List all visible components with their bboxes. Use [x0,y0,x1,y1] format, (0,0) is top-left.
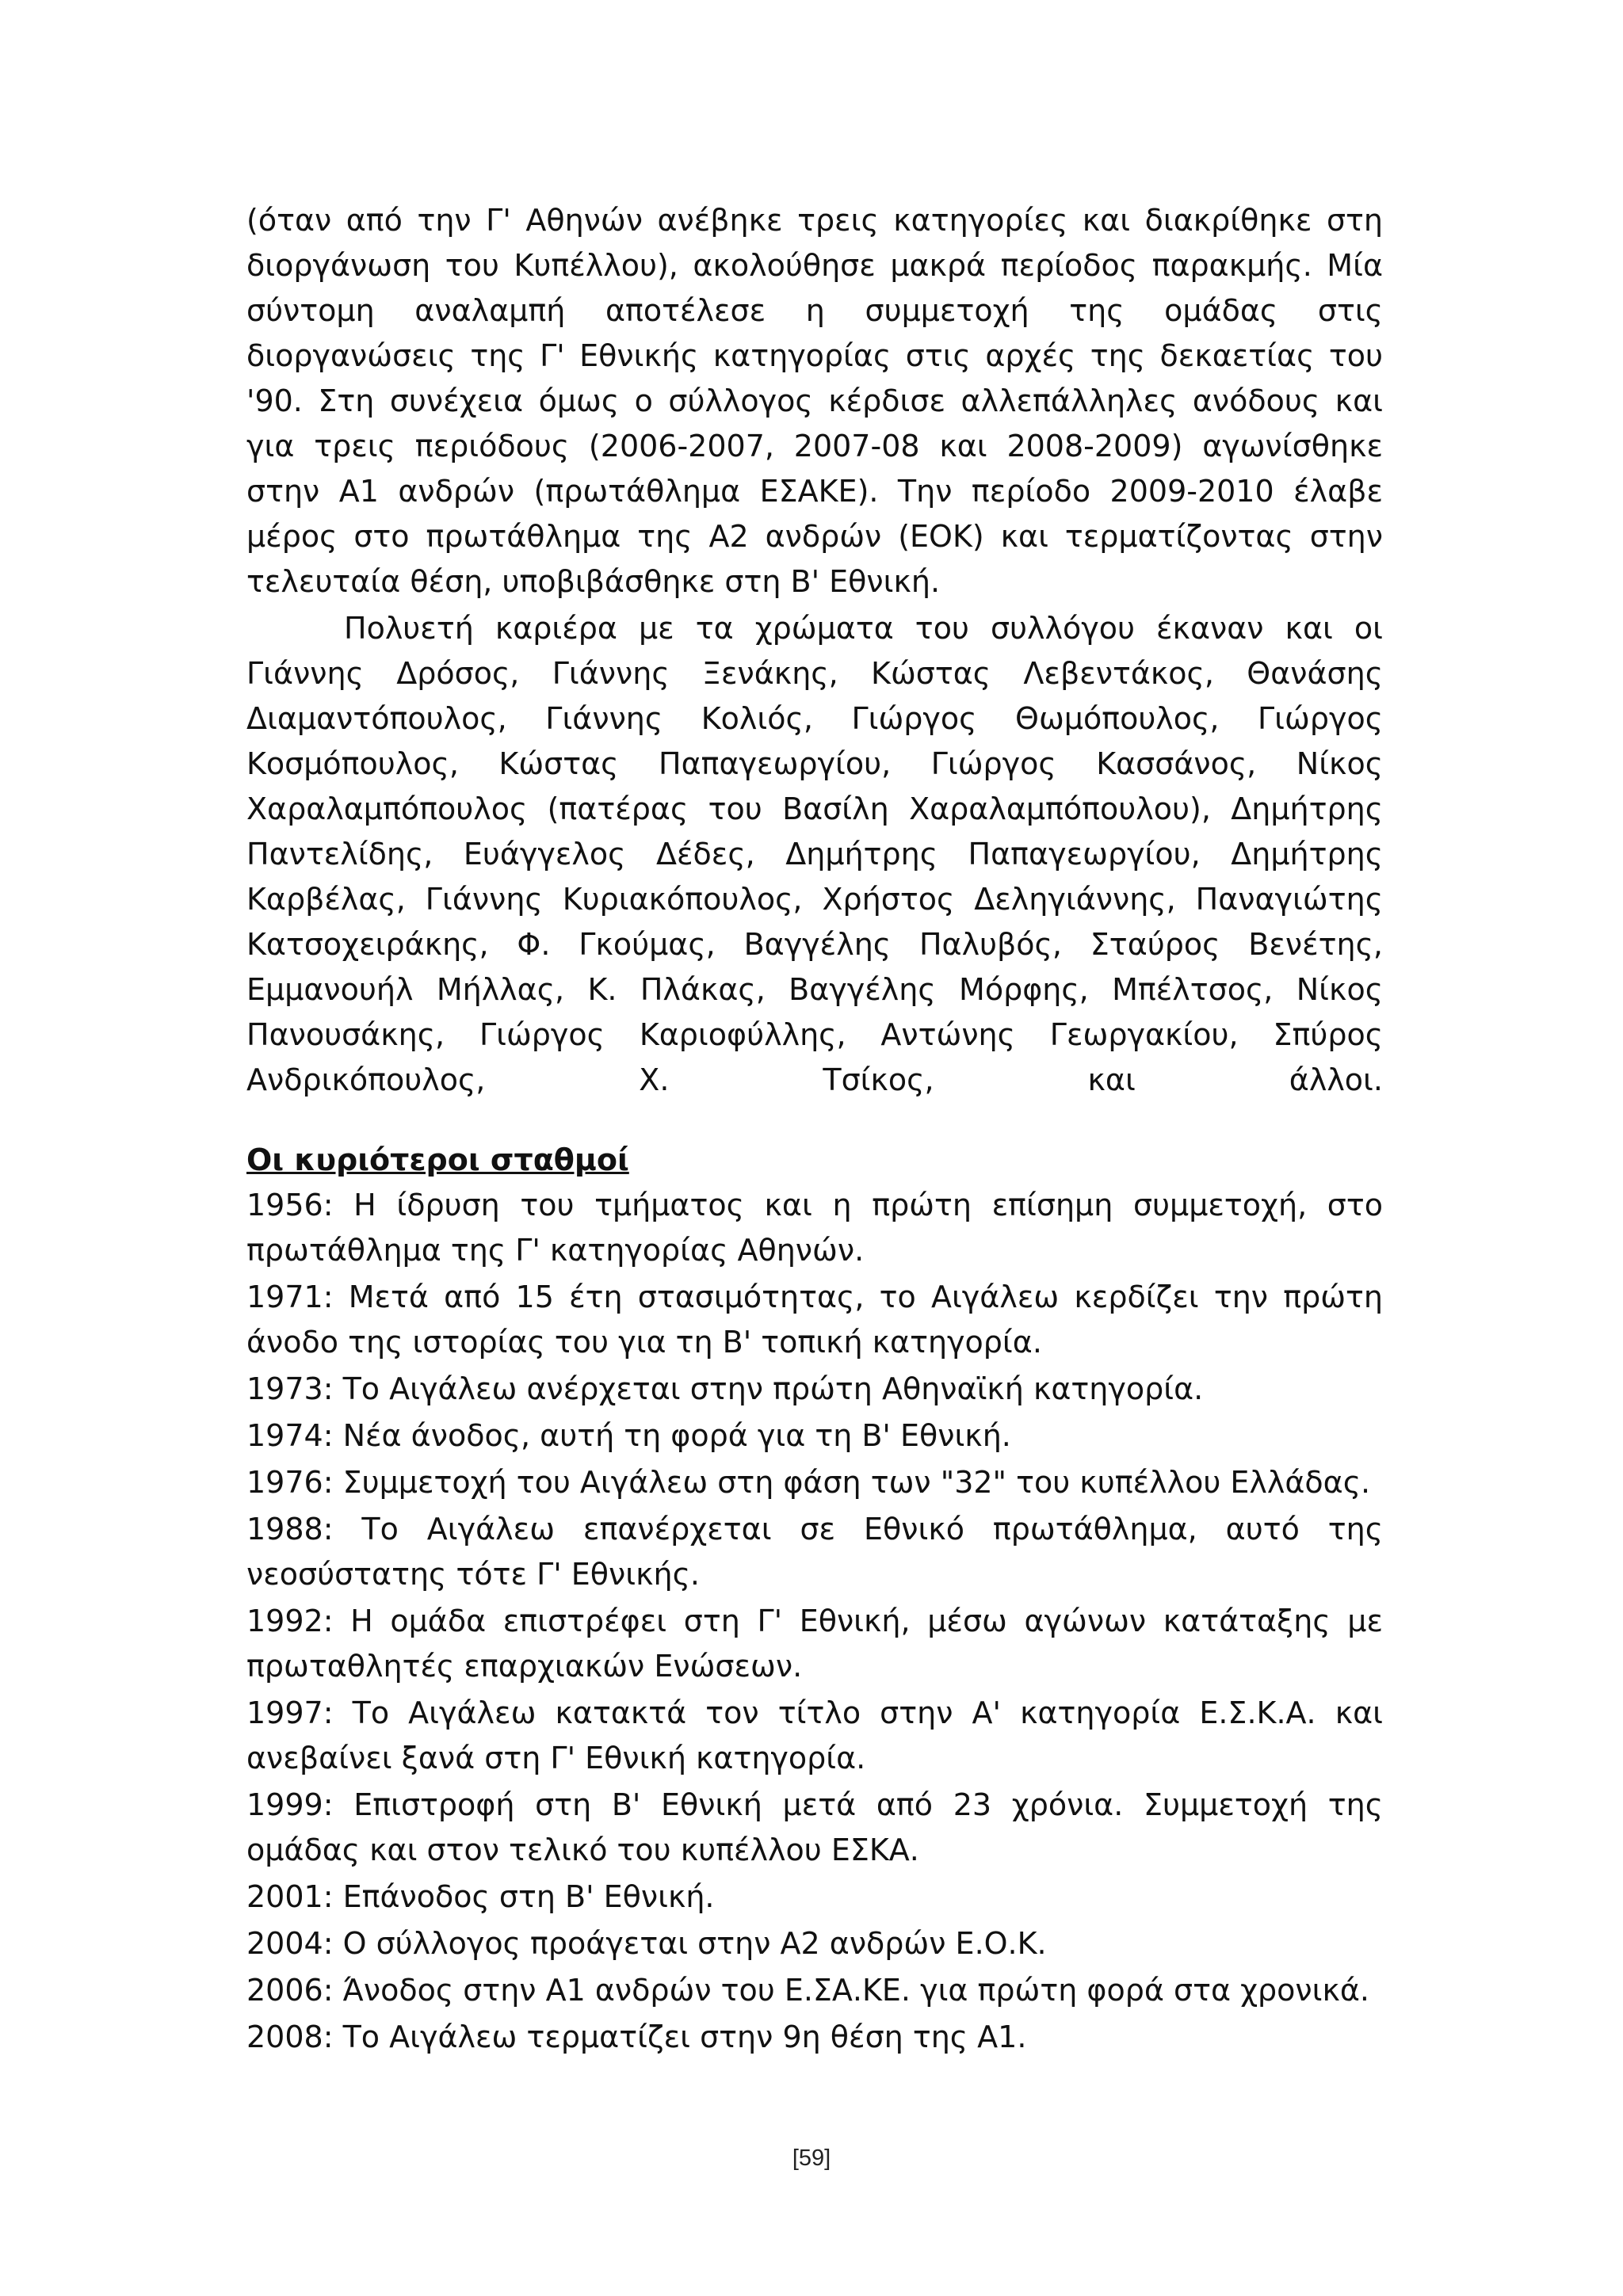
milestone-item: 1999: Επιστροφή στη Β' Εθνική μετά από 23 χρόνια. Συμμετοχή της ομάδας και στον τελικό του κυπέλλου ΕΣΚΑ. [246,1787,1383,1867]
milestone-item: 1992: Η ομάδα επιστρέφει στη Γ' Εθνική, μέσω αγώνων κατάταξης με πρωταθλητές επαρχιακών Ενώσεων. [246,1604,1383,1684]
milestone-item: 1988: Το Αιγάλεω επανέρχεται σε Εθνικό πρωτάθλημα, αυτό της νεοσύστατης τότε Γ' Εθνικής. [246,1512,1383,1592]
paragraph-history: (όταν από την Γ' Αθηνών ανέβηκε τρεις κατηγορίες και διακρίθηκε στη διοργάνωση του Κυπέλλου), ακολούθησε μακρά περίοδος παρακμής. Μία σύντομη αναλαμπή αποτέλεσε η συμμετοχή της ομάδας στις διοργανώσεις της Γ' Εθνικής κατηγορίας στις αρχές της δεκαετίας του '90. Στη συνέχεια όμως ο σύλλογος κέρδισε αλλεπάλληλες ανόδους και για τρεις περιόδους (2006-2007, 2007-08 και 2008-2009) αγωνίσθηκε στην Α1 ανδρών (πρωτάθλημα ΕΣΑΚΕ). Την περίοδο 2009-2010 έλαβε μέρος στο πρωτάθλημα της Α2 ανδρών (ΕΟΚ) και τερματίζοντας στην τελευταία θέση, υποβιβάσθηκε στη Β' Εθνική. [246,203,1383,599]
milestone-item: 2006: Άνοδος στην Α1 ανδρών του Ε.ΣΑ.ΚΕ. για πρώτη φορά στα χρονικά. [246,1973,1370,2008]
milestone-item: 2008: Το Αιγάλεω τερματίζει στην 9η θέση της Α1. [246,2019,1027,2054]
document-body [246,198,1383,2061]
page-number: [59] [792,2145,831,2171]
milestones-list [246,1183,1383,2060]
milestone-item: 1976: Συμμετοχή του Αιγάλεω στη φάση των "32" του κυπέλλου Ελλάδας. [246,1465,1371,1500]
milestone-item: 1974: Νέα άνοδος, αυτή τη φορά για τη Β' Εθνική. [246,1418,1011,1453]
milestone-item: 1971: Μετά από 15 έτη στασιμότητας, το Αιγάλεω κερδίζει την πρώτη άνοδο της ιστορίας του για τη Β' τοπική κατηγορία. [246,1280,1383,1360]
milestone-item: 2004: Ο σύλλογος προάγεται στην Α2 ανδρών Ε.Ο.Κ. [246,1926,1047,1961]
milestone-item: 2001: Επάνοδος στη Β' Εθνική. [246,1879,715,1914]
milestone-item: 1956: Η ίδρυση του τμήματος και η πρώτη επίσημη συμμετοχή, στο πρωτάθλημα της Γ' κατηγορίας Αθηνών. [246,1188,1383,1268]
paragraph-players: Πολυετή καριέρα με τα χρώματα του συλλόγου έκαναν και οι Γιάννης Δρόσος, Γιάννης Ξενάκης, Κώστας Λεβεντάκος, Θανάσης Διαμαντόπουλος, Γιάννης Κολιός, Γιώργος Θωμόπουλος, Γιώργος Κοσμόπουλος, Κώστας Παπαγεωργίου, Γιώργος Κασσάνος, Νίκος Χαραλαμπόπουλος (πατέρας του Βασίλη Χαραλαμπόπουλου), Δημήτρης Παντελίδης, Ευάγγελος Δέδες, Δημήτρης Παπαγεωργίου, Δημήτρης Καρβέλας, Γιάννης Κυριακόπουλος, Χρήστος Δεληγιάννης, Παναγιώτης Κατσοχειράκης, Φ. Γκούμας, Βαγγέλης Παλυβός, Σταύρος Βενέτης, Εμμανουήλ Μήλλας, Κ. Πλάκας, Βαγγέλης Μόρφης, Μπέλτσος, Νίκος Πανουσάκης, Γιώργος Καριοφύλλης, Αντώνης Γεωργακίου, Σπύρος Ανδρικόπουλος, Χ. Τσίκος, και άλλοι. [246,611,1383,1097]
milestone-item: 1973: Το Αιγάλεω ανέρχεται στην πρώτη Αθηναϊκή κατηγορία. [246,1371,1204,1406]
milestone-item: 1997: Το Αιγάλεω κατακτά τον τίτλο στην Α' κατηγορία Ε.Σ.Κ.Α. και ανεβαίνει ξανά στη Γ' Εθνική κατηγορία. [246,1695,1383,1775]
section-heading: Οι κυριότεροι σταθμοί [246,1142,629,1177]
